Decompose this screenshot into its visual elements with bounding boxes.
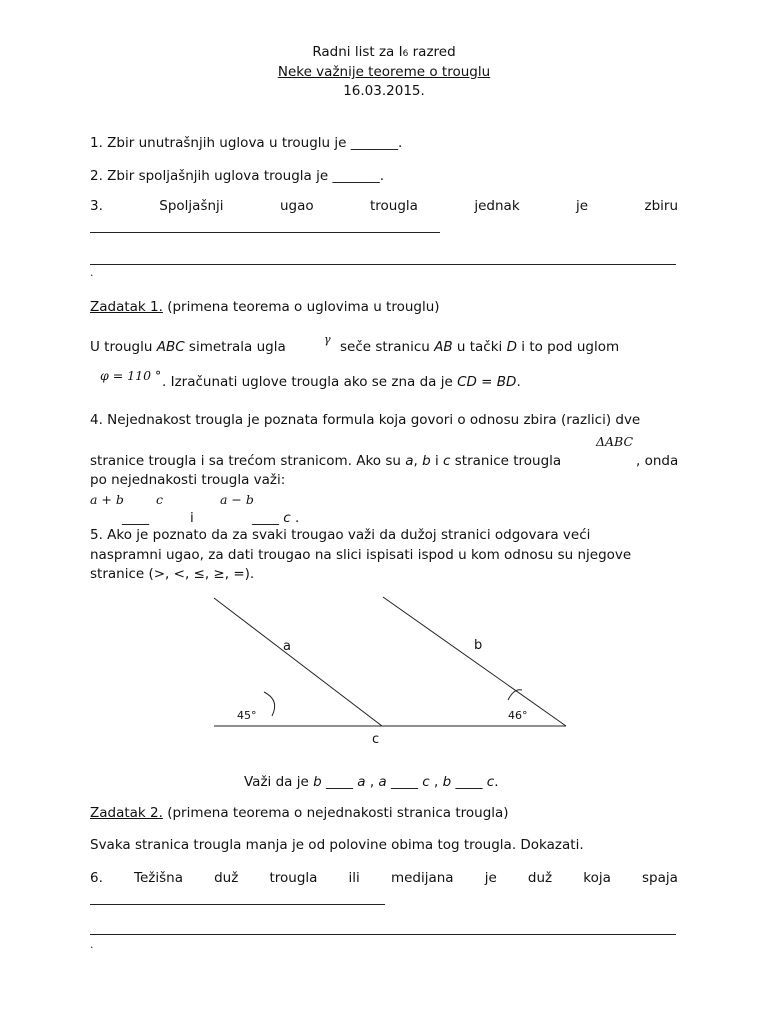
- title-end: razred: [408, 44, 456, 60]
- angle-arc-46: [508, 690, 522, 700]
- q6-word: medijana: [390, 870, 454, 886]
- q3-dot: .: [90, 266, 94, 279]
- q6-word: duž: [214, 870, 239, 886]
- var-c: c: [422, 774, 430, 790]
- triangle-abc: ABC: [156, 339, 185, 355]
- question-5-line-1: 5. Ako je poznato da za svaki trougao važi da dužoj stranici odgovara veći: [90, 527, 591, 543]
- q6-word: ili: [348, 870, 360, 886]
- text: .: [290, 510, 300, 526]
- var-c: c: [486, 774, 495, 790]
- var-b: b: [442, 774, 452, 790]
- task-2-heading: [90, 805, 509, 821]
- i-conjunction: i: [190, 510, 194, 526]
- blank: ____: [321, 774, 358, 790]
- title-subscript: 6: [402, 49, 409, 59]
- q6-word: 6.: [90, 870, 103, 886]
- label-c: c: [372, 732, 380, 747]
- text: stranice trougla: [450, 453, 562, 469]
- var-b: b: [313, 774, 322, 790]
- question-5-answer: [244, 774, 499, 790]
- question-1: 1. Zbir unutrašnjih uglova u trouglu je _______.: [90, 135, 403, 151]
- q6-word: koja: [583, 870, 611, 886]
- q6-word: je: [484, 870, 497, 886]
- equation: CD = BD: [457, 374, 517, 390]
- text: i: [430, 453, 444, 469]
- subtitle-text: Neke važnije teoreme o trouglu: [277, 64, 491, 80]
- task-2-title: Zadatak 2.: [90, 805, 163, 821]
- angle-label-46: 46°: [508, 709, 528, 722]
- q3-word: zbiru: [644, 198, 678, 214]
- text: . Izračunati uglove trougla ako se zna da je: [162, 374, 458, 390]
- question-2: 2. Zbir spoljašnjih uglova trougla je _______.: [90, 168, 384, 184]
- separator: ,: [429, 774, 443, 790]
- task-1-subtitle: (primena teorema o uglovima u trouglu): [162, 299, 440, 315]
- var-a: a: [378, 774, 387, 790]
- title-text: Radni list za I: [312, 44, 403, 60]
- angle-label-45: 45°: [237, 709, 257, 722]
- formula-a-plus-b: a + b: [90, 492, 124, 507]
- q6-word: duž: [527, 870, 553, 886]
- text: simetrala ugla: [184, 339, 286, 355]
- question-4-line-1: 4. Nejednakost trougla je poznata formula koja govori o odnosu zbira (razlici) dve: [90, 412, 641, 428]
- side-ab: AB: [434, 339, 453, 355]
- question-6: [90, 870, 678, 886]
- task-1-title: Zadatak 1.: [90, 299, 163, 315]
- text: .: [494, 774, 499, 790]
- blank-2: ____: [252, 510, 279, 526]
- question-4-line-2-end: , onda: [636, 453, 679, 469]
- var-c: c: [283, 510, 291, 526]
- q6-word: spaja: [641, 870, 678, 886]
- var-b: b: [422, 453, 431, 469]
- point-d: D: [506, 339, 517, 355]
- task-2-subtitle: (primena teorema o nejednakosti stranica trougla): [162, 805, 509, 821]
- comma: ,: [413, 453, 423, 469]
- formula-c: c: [156, 492, 164, 507]
- text: stranice trougla i sa trećom stranicom. Ako su: [90, 453, 406, 469]
- text: u tački: [452, 339, 507, 355]
- answer-line: [90, 904, 385, 905]
- angle-arc-45: [264, 692, 275, 716]
- blank: ____: [451, 774, 487, 790]
- side-a-line: [214, 598, 382, 726]
- blank: ____: [386, 774, 423, 790]
- worksheet-date: 16.03.2015.: [343, 83, 425, 99]
- q6-word: trougla: [269, 870, 318, 886]
- formula-a-minus-b: a − b: [220, 492, 254, 507]
- label-a: a: [283, 639, 291, 654]
- q3-word: jednak: [474, 198, 520, 214]
- side-b-line: [383, 597, 566, 726]
- text: seče stranicu: [340, 339, 435, 355]
- q6-word: Težišna: [134, 870, 183, 886]
- triangle-abc-symbol: ΔABC: [596, 434, 634, 449]
- text: .: [516, 374, 521, 390]
- text: Važi da je: [244, 774, 314, 790]
- q6-dot: .: [90, 938, 94, 951]
- task-2-text: Svaka stranica trougla manja je od polovine obima tog trougla. Dokazati.: [90, 837, 584, 853]
- separator: ,: [365, 774, 379, 790]
- text: U trouglu: [90, 339, 157, 355]
- q3-word: trougla: [370, 198, 418, 214]
- label-b: b: [474, 638, 483, 653]
- q3-word: 3.: [90, 198, 103, 214]
- answer-line: [90, 934, 676, 935]
- var-a: a: [405, 453, 414, 469]
- var-a: a: [357, 774, 366, 790]
- q3-word: Spoljašnji: [159, 198, 224, 214]
- question-5-line-2: naspramni ugao, za dati trougao na slici ispisati ispod u kom odnosu su njegove: [90, 547, 632, 563]
- q3-word: je: [576, 198, 589, 214]
- q3-word: ugao: [279, 198, 314, 214]
- text: i to pod uglom: [517, 339, 620, 355]
- question-5-line-3: stranice (>, <, ≤, ≥, =).: [90, 566, 255, 582]
- var-c: c: [443, 453, 451, 469]
- blank-1: ____: [122, 510, 149, 526]
- gamma-symbol: γ: [324, 333, 331, 346]
- question-4-line-3: po nejednakosti trougla važi:: [90, 472, 286, 488]
- phi-equation: φ = 110 °: [100, 368, 162, 383]
